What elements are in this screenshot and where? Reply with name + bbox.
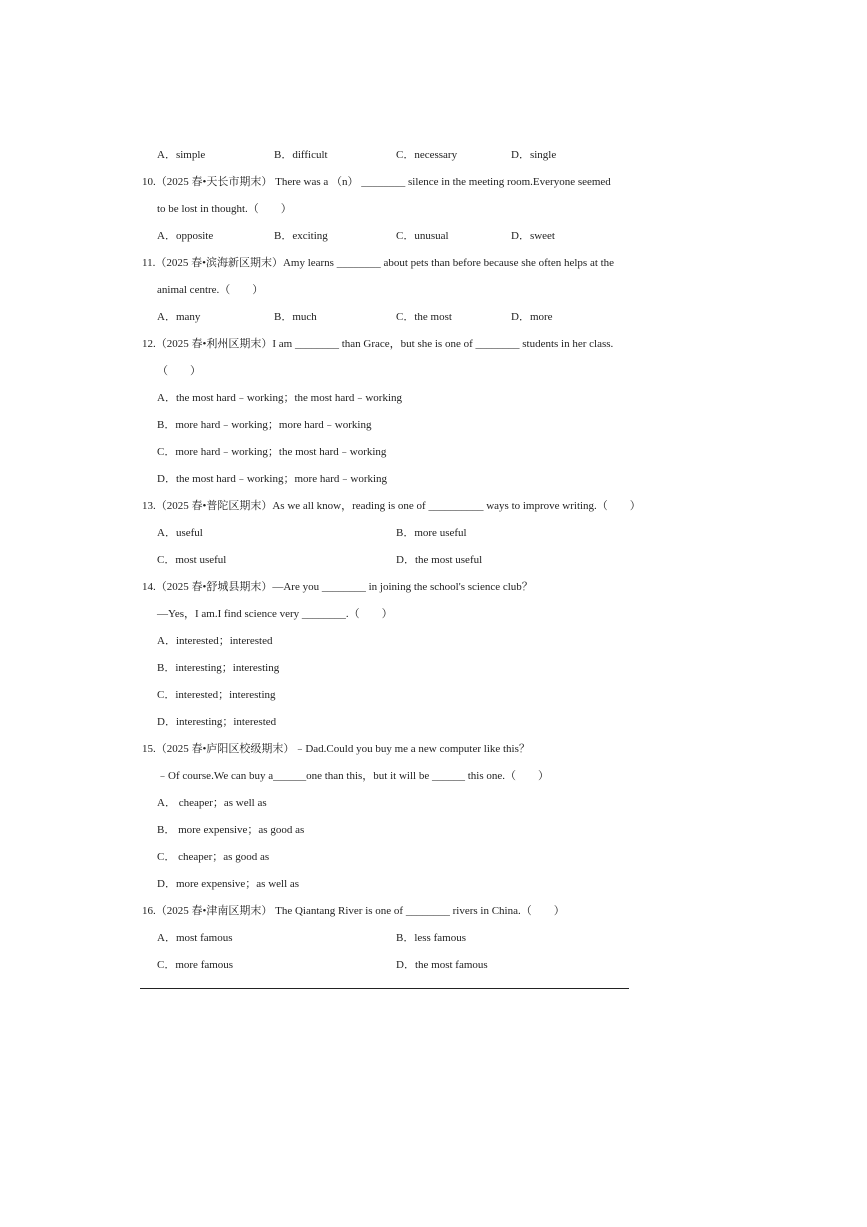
q12-stem-line1: 12.（2025 春•利州区期末）I am ________ than Grace，but she is one of ________ students in her class. [142,338,614,350]
q11-stem-line1: 11.（2025 春•滨海新区期末）Amy learns ________ about pets than before because she often helps at the [142,257,615,269]
q11-option-a[interactable]: A．many [157,311,201,323]
q11-option-c[interactable]: C．the most [396,311,452,323]
q14-stem-line2: —Yes，I am.I find science very ________.（ ） [157,608,393,620]
q10-option-b[interactable]: B．exciting [274,230,328,242]
q10-option-a[interactable]: A．opposite [157,230,214,242]
q12-option-d[interactable]: D．the most hard﹣working；more hard﹣working [157,473,388,485]
q12-option-b[interactable]: B．more hard﹣working；more hard﹣working [157,419,372,431]
q14-option-c[interactable]: C．interested；interesting [157,689,276,701]
q12-option-a[interactable]: A．the most hard﹣working；the most hard﹣working [157,392,403,404]
q13-option-a[interactable]: A．useful [157,527,203,539]
q13-option-c[interactable]: C．most useful [157,554,227,566]
q14-option-d[interactable]: D．interesting；interested [157,716,277,728]
q10-option-c[interactable]: C．unusual [396,230,449,242]
q13-option-d[interactable]: D．the most useful [396,554,483,566]
q11-stem-line2: animal centre.（ ） [157,284,264,296]
q13-stem-line1: 13.（2025 春•普陀区期末）As we all know，reading is one of __________ ways to improve writing.（ ） [142,500,641,512]
q15-option-d[interactable]: D．more expensive；as well as [157,878,300,890]
q15-option-a[interactable]: A． cheaper；as well as [157,797,267,809]
q12-option-c[interactable]: C．more hard﹣working；the most hard﹣working [157,446,387,458]
q16-stem-line1: 16.（2025 春•津南区期末） The Qiantang River is one of ________ rivers in China.（ ） [142,905,565,917]
footer-divider [140,988,629,989]
q16-option-b[interactable]: B．less famous [396,932,466,944]
q10-option-d[interactable]: D．sweet [511,230,555,242]
q11-option-b[interactable]: B．much [274,311,317,323]
q16-option-a[interactable]: A．most famous [157,932,233,944]
q14-stem-line1: 14.（2025 春•舒城县期末）—Are you ________ in joining the school's science club？ [142,581,533,593]
q15-stem-line1: 15.（2025 春•庐阳区校级期末）﹣Dad.Could you buy me a new computer like this？ [142,743,530,755]
q15-option-b[interactable]: B． more expensive；as good as [157,824,305,836]
q15-option-c[interactable]: C． cheaper；as good as [157,851,270,863]
q12-stem-line2: （ ） [157,365,201,377]
q14-option-a[interactable]: A．interested；interested [157,635,273,647]
q9-option-b[interactable]: B．difficult [274,149,328,161]
q16-option-d[interactable]: D．the most famous [396,959,488,971]
q10-stem-line2: to be lost in thought.（ ） [157,203,292,215]
q15-stem-line2: ﹣Of course.We can buy a______one than this，but it will be ______ this one.（ ） [157,770,549,782]
q9-option-a[interactable]: A．simple [157,149,206,161]
q9-option-c[interactable]: C．necessary [396,149,458,161]
q16-option-c[interactable]: C．more famous [157,959,234,971]
q11-option-d[interactable]: D．more [511,311,553,323]
q13-option-b[interactable]: B．more useful [396,527,467,539]
q10-stem-line1: 10.（2025 春•天长市期末） There was a （n） ________ silence in the meeting room.Everyone seemed [142,176,611,188]
q14-option-b[interactable]: B．interesting；interesting [157,662,280,674]
q9-option-d[interactable]: D．single [511,149,557,161]
